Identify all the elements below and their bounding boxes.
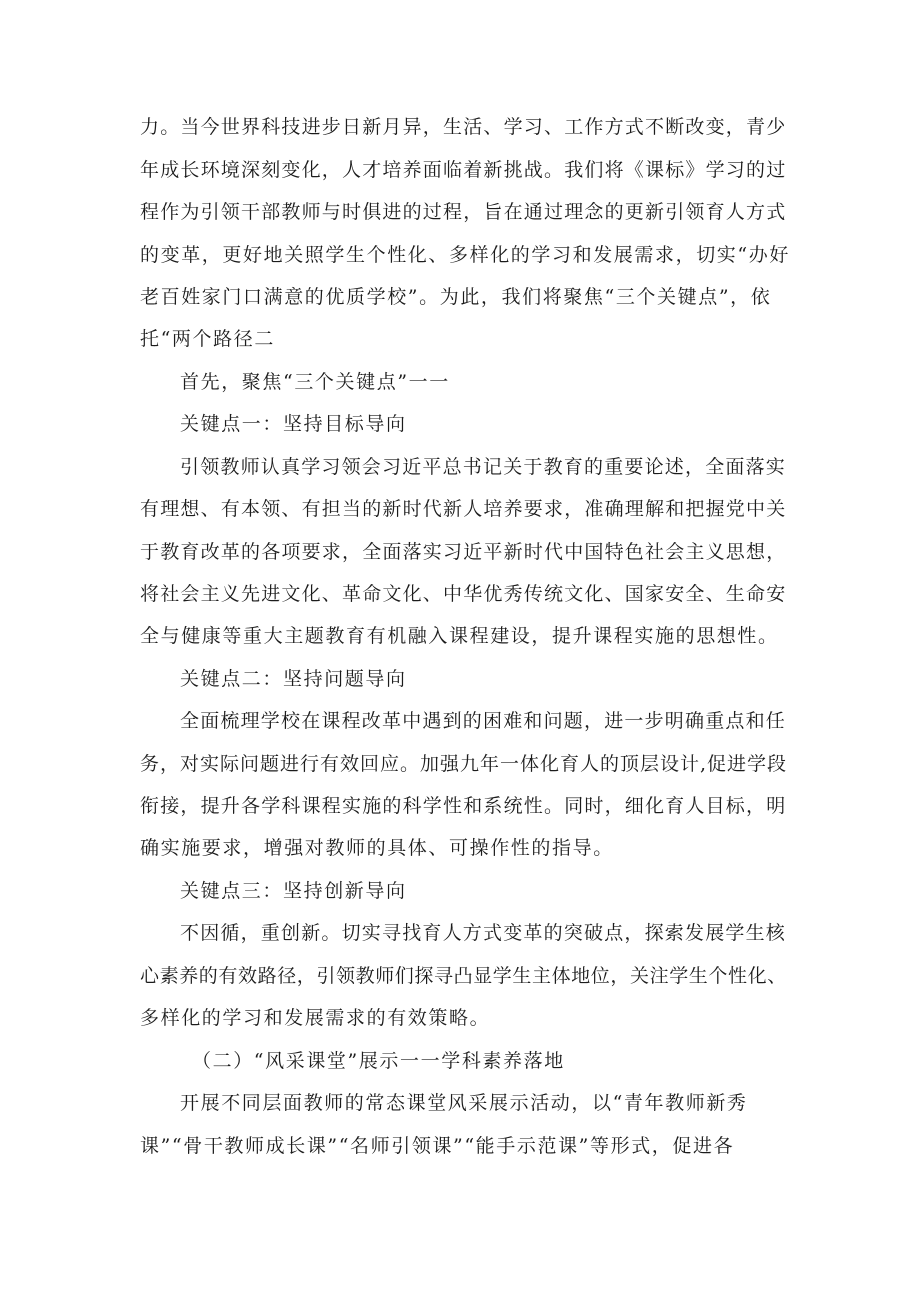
paragraph-line: 老百姓家门口满意的优质学校”。为此，我们将聚焦“三个关键点”，依 xyxy=(140,286,772,308)
paragraph-line: 程作为引领干部教师与时俱进的过程，旨在通过理念的更新引领育人方式 xyxy=(140,201,787,223)
paragraph-line: 衔接，提升各学科课程实施的科学性和系统性。同时，细化育人目标，明 xyxy=(140,795,787,817)
paragraph-line: 有理想、有本领、有担当的新时代新人培养要求，准确理解和把握党中关 xyxy=(140,498,787,520)
key-point-1-title: 关键点一：坚持目标导向 xyxy=(180,413,407,435)
paragraph-line: 务，对实际问题进行有效回应。加强九年一体化育人的顶层设计,促进学段 xyxy=(140,753,788,775)
paragraph-line: 全面梳理学校在课程改革中遇到的困难和问题，进一步明确重点和任 xyxy=(180,710,787,732)
paragraph-line: 力。当今世界科技进步日新月异，生活、学习、工作方式不断改变，青少 xyxy=(140,116,787,138)
paragraph-line: 全与健康等重大主题教育有机融入课程建设，提升课程实施的思想性。 xyxy=(140,625,779,647)
paragraph-line: 将社会主义先进文化、革命文化、中华优秀传统文化、国家安全、生命安 xyxy=(140,583,787,605)
paragraph-line: 的变革，更好地关照学生个性化、多样化的学习和发展需求，切实“办好 xyxy=(140,244,790,266)
paragraph-line: 课”“骨干教师成长课”“名师引领课”“能手示范课”等形式，促进各 xyxy=(140,1135,735,1157)
paragraph-line: 确实施要求，增强对教师的具体、可操作性的指导。 xyxy=(140,837,614,859)
paragraph-line: 开展不同层面教师的常态课堂风采展示活动，以“青年教师新秀 xyxy=(180,1092,748,1114)
key-point-3-title: 关键点三：坚持创新导向 xyxy=(180,880,407,902)
paragraph-line: 于教育改革的各项要求，全面落实习近平新时代中国特色社会主义思想， xyxy=(140,541,787,563)
paragraph-line: 引领教师认真学习领会习近平总书记关于教育的重要论述，全面落实 xyxy=(180,456,787,478)
paragraph-line: 心素养的有效路径，引领教师们探寻凸显学生主体地位，关注学生个性化、 xyxy=(140,965,787,987)
key-point-2-title: 关键点二：坚持问题导向 xyxy=(180,668,407,690)
section-2-heading: （二）“风采课堂”展示一一学科素养落地 xyxy=(192,1050,565,1072)
paragraph-line: 年成长环境深刻变化，人才培养面临着新挑战。我们将《课标》学习的过 xyxy=(140,159,787,181)
paragraph-line: 不因循，重创新。切实寻找育人方式变革的突破点，探索发展学生核 xyxy=(180,922,787,944)
paragraph-line: 托“两个路径二 xyxy=(140,328,275,350)
focus-heading: 首先，聚焦“三个关键点”一一 xyxy=(180,371,450,393)
paragraph-line: 多样化的学习和发展需求的有效策略。 xyxy=(140,1007,491,1029)
